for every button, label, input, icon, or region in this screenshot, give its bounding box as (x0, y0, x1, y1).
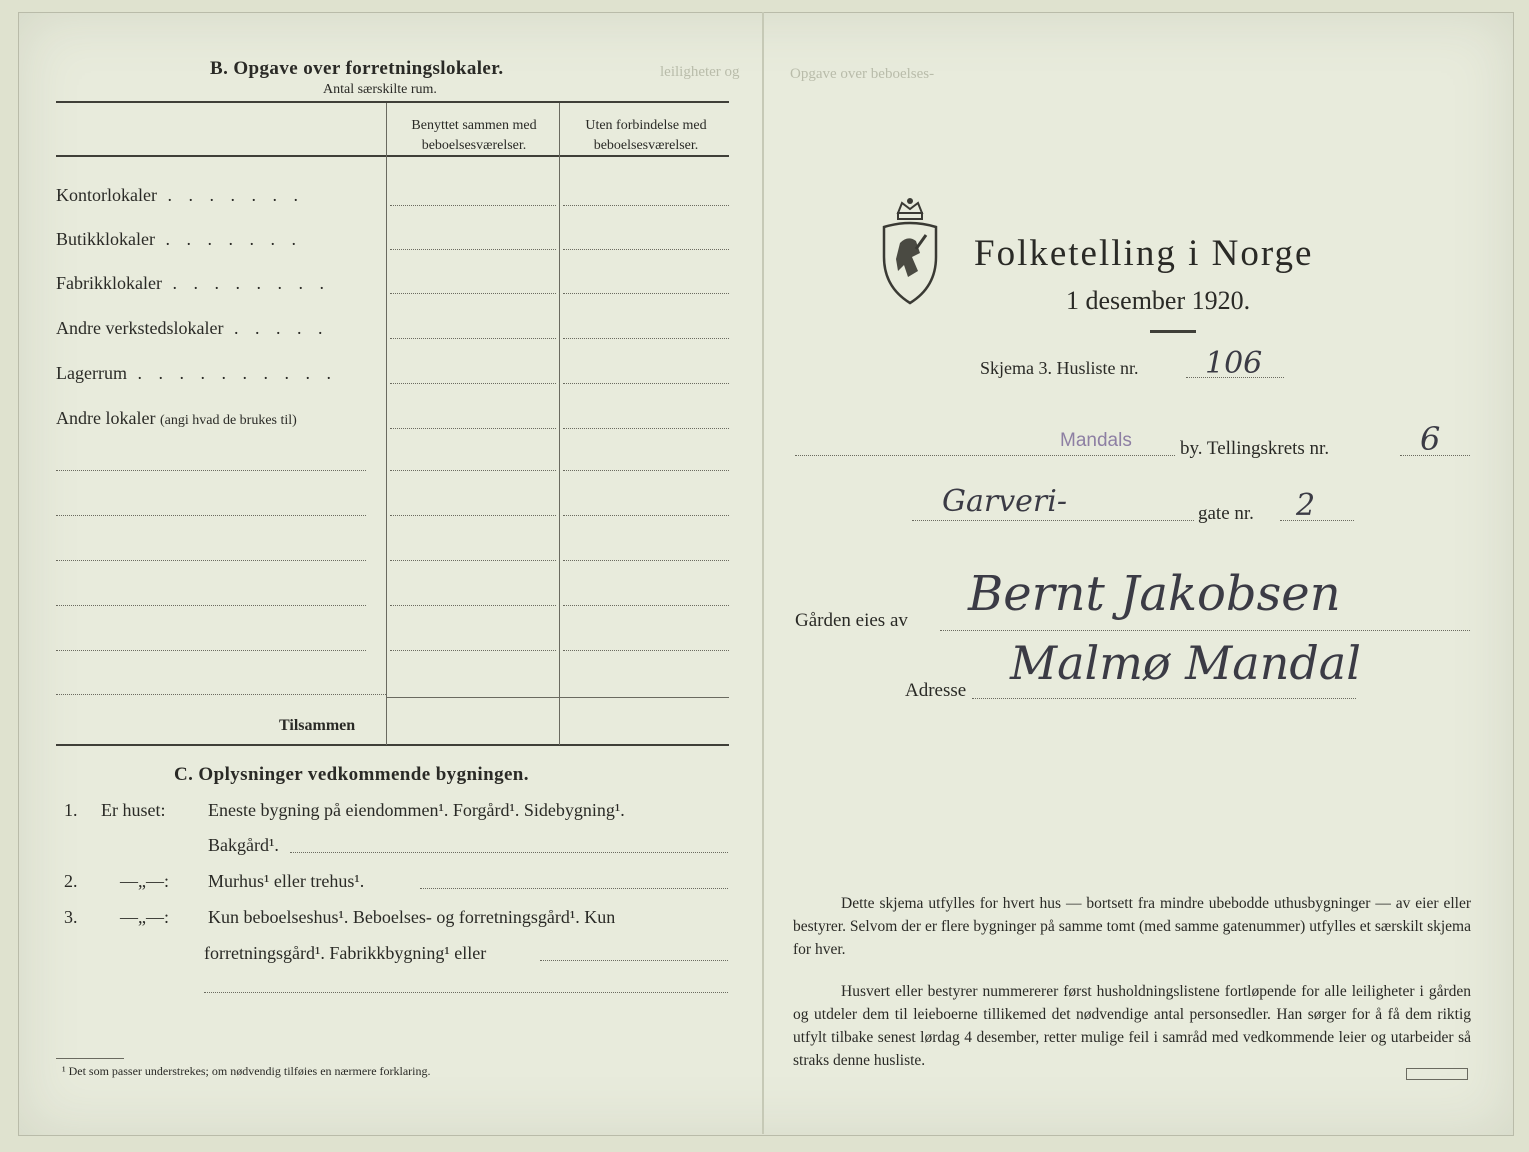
row-label-kontorlokaler: Kontorlokaler . . . . . . . (56, 185, 304, 205)
title-divider (1150, 330, 1196, 333)
blank-line (56, 694, 386, 695)
blank-line (540, 960, 728, 961)
cell-line (390, 249, 556, 250)
tellingskrets-label: by. Tellingskrets nr. (1180, 438, 1330, 459)
bleed-through-text: Opgave over beboelses- (790, 66, 935, 82)
cell-line (390, 205, 556, 206)
blank-line (56, 560, 366, 561)
section-b-title: B. Opgave over forretningslokaler. (210, 58, 504, 79)
cell-line (563, 293, 729, 294)
total-row-rule (386, 697, 729, 698)
column-divider (386, 103, 387, 745)
gate-line (1280, 520, 1354, 521)
row-label-verkstedslokaler: Andre verkstedslokaler . . . . . (56, 318, 329, 338)
row-label-andre-lokaler (56, 408, 297, 429)
item-number: 1. (64, 800, 78, 820)
cell-line (390, 650, 556, 651)
blank-line (56, 605, 366, 606)
column-header-line: Uten forbindelse med (585, 118, 707, 133)
column-header-with-residence (394, 116, 554, 156)
census-date: 1 desember 1920. (1066, 286, 1251, 315)
table-top-rule (56, 101, 729, 103)
column-header-line: beboelsesværelser. (421, 138, 527, 153)
town-line (795, 455, 1175, 456)
town-stamp: Mandals (1060, 430, 1132, 451)
cell-line (390, 383, 556, 384)
column-divider (559, 103, 560, 745)
norway-coat-of-arms-icon (878, 195, 942, 312)
item-building-type-text: Eneste bygning på eiendommen¹. Forgård¹. Sidebygning¹. (208, 800, 625, 820)
blank-line (56, 650, 366, 651)
husliste-number: 106 (1205, 346, 1263, 381)
center-fold (762, 12, 764, 1134)
address-label: Adresse (905, 680, 967, 701)
cell-line (563, 605, 729, 606)
section-b-subtitle: Antal særskilte rum. (323, 82, 437, 97)
row-label-text: Andre verkstedslokaler (56, 318, 224, 338)
cell-line (390, 470, 556, 471)
cell-line (563, 338, 729, 339)
item-number: 2. (64, 871, 78, 891)
cell-line (563, 383, 729, 384)
owner-label: Gården eies av (795, 610, 908, 631)
cell-line (390, 560, 556, 561)
column-header-line: Benyttet sammen med (411, 118, 537, 133)
instructions-paragraph-1: Dette skjema utfylles for hvert hus — bortsett fra mindre ubebodde uthusbygninger — av eier eller bestyrer. Selvom der er flere bygninger på samme tomt (med samme gatenummer) utfylles et særskilt skjema for hver. (793, 895, 1471, 958)
column-header-line: beboelsesværelser. (593, 138, 699, 153)
cell-line (563, 560, 729, 561)
schema-label: Skjema 3. Husliste nr. (980, 358, 1139, 378)
item-building-type-cont: Bakgård¹. (208, 835, 279, 855)
form-title: Folketelling i Norge (974, 233, 1314, 274)
cell-line (563, 428, 729, 429)
cell-line (563, 650, 729, 651)
row-label-text: Butikklokaler (56, 229, 155, 249)
bleed-through-text: leiligheter og (660, 64, 740, 80)
printer-mark (1406, 1068, 1468, 1080)
item-lead: —„—: (120, 871, 169, 891)
owner-line (940, 630, 1470, 631)
blank-line (56, 515, 366, 516)
cell-line (563, 470, 729, 471)
item-material-text: Murhus¹ eller trehus¹. (208, 871, 365, 891)
cell-line (390, 515, 556, 516)
item-lead: Er huset: (101, 800, 166, 820)
row-label-text: Andre lokaler (56, 408, 156, 428)
cell-line (563, 515, 729, 516)
item-number: 3. (64, 907, 78, 927)
blank-line (420, 888, 728, 889)
cell-line (390, 428, 556, 429)
owner-address: Malmø Mandal (1010, 636, 1361, 690)
row-label-text: Lagerrum (56, 363, 127, 383)
item-usage-cont: forretningsgård¹. Fabrikkbygning¹ eller (204, 943, 487, 963)
gate-number: 2 (1296, 488, 1316, 523)
cell-line (390, 293, 556, 294)
cell-line (563, 205, 729, 206)
footnote: ¹ Det som passer understrekes; om nødvendig tilføies en nærmere forklaring. (62, 1064, 431, 1078)
item-usage-text: Kun beboelseshus¹. Beboelses- og forretningsgård¹. Kun (208, 907, 616, 927)
blank-line (56, 470, 366, 471)
row-label-text: Fabrikklokaler (56, 273, 162, 293)
address-line (972, 698, 1356, 699)
street-name: Garveri- (942, 484, 1067, 519)
cell-line (390, 338, 556, 339)
blank-line (290, 852, 728, 853)
krets-number: 6 (1420, 420, 1441, 458)
row-note: (angi hvad de brukes til) (159, 413, 297, 428)
street-line (912, 520, 1194, 521)
row-label-butikklokaler: Butikklokaler . . . . . . . (56, 229, 302, 249)
row-label-fabrikklokaler: Fabrikklokaler . . . . . . . . (56, 273, 330, 293)
cell-line (563, 249, 729, 250)
item-lead: —„—: (120, 907, 169, 927)
blank-line (204, 992, 728, 993)
table-bottom-rule (56, 744, 729, 746)
gate-label: gate nr. (1198, 503, 1254, 524)
column-header-without-residence (565, 116, 727, 156)
row-label-lagerrum: Lagerrum . . . . . . . . . . (56, 363, 337, 383)
footnote-rule (56, 1058, 124, 1059)
section-c-title: C. Oplysninger vedkommende bygningen. (174, 764, 529, 785)
instructions-paragraph-2: Husvert eller bestyrer nummererer først husholdningslistene fortløpende for alle leiligheter i gården og utdeler dem til leieboerne tillikemed det nødvendige antal personsedler. Han sørger for å få dem riktig utfylt tilbake senest lørdag 4 desember, retter mulige feil i samråd med vedkommende leier og utarbeider så straks denne husliste. (793, 983, 1471, 1069)
total-label: Tilsammen (279, 717, 356, 734)
owner-name: Bernt Jakobsen (968, 566, 1341, 622)
row-label-text: Kontorlokaler (56, 185, 157, 205)
cell-line (390, 605, 556, 606)
